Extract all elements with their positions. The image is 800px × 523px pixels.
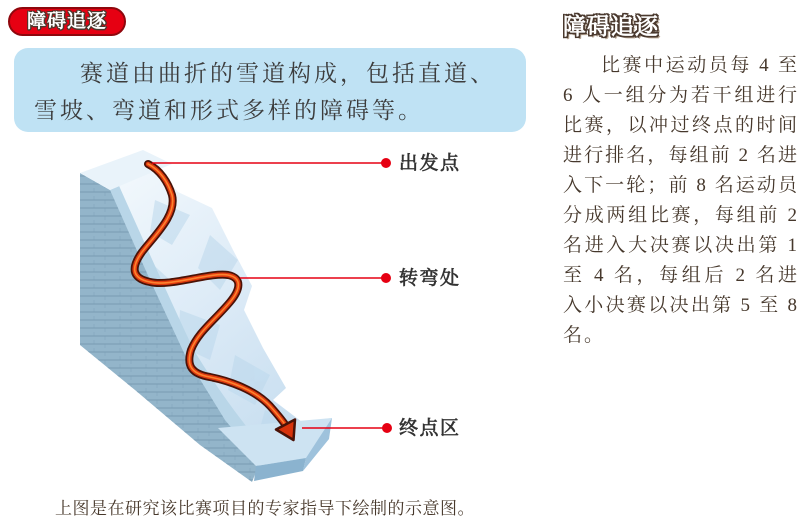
intro-box	[14, 48, 526, 132]
leader-dot-finish-icon	[382, 423, 392, 433]
rules-body: 比赛中运动员每 4 至 6 人一组分为若干组进行比赛，以冲过终点的时间进行排名，每组前 2 名进入下一轮；前 8 名运动员分成两组比赛，每组前 2 名进入大决赛以决出第 1 至 4 名，每组后 2 名进入小决赛以决出第 5 至 8 名。	[563, 55, 799, 346]
label-turning-point: 转弯处	[399, 268, 461, 289]
leader-dot-turn-icon	[381, 273, 391, 283]
leader-dot-start-icon	[381, 158, 391, 168]
intro-text: 赛道由曲折的雪道构成，包括直道、雪坡、弯道和形式多样的障碍等。	[34, 61, 496, 123]
rules-column	[563, 8, 799, 351]
section-badge-label: 障碍追逐	[26, 11, 107, 32]
mountain-illustration	[60, 140, 400, 495]
section-badge	[8, 7, 126, 36]
diagram-caption: 上图是在研究该比赛项目的专家指导下绘制的示意图。	[55, 499, 475, 518]
label-start-point: 出发点	[399, 153, 461, 174]
leader-dots	[381, 158, 392, 433]
course-diagram	[60, 140, 400, 495]
label-finish-area: 终点区	[399, 418, 461, 439]
rules-title: 障碍追逐	[563, 13, 659, 39]
